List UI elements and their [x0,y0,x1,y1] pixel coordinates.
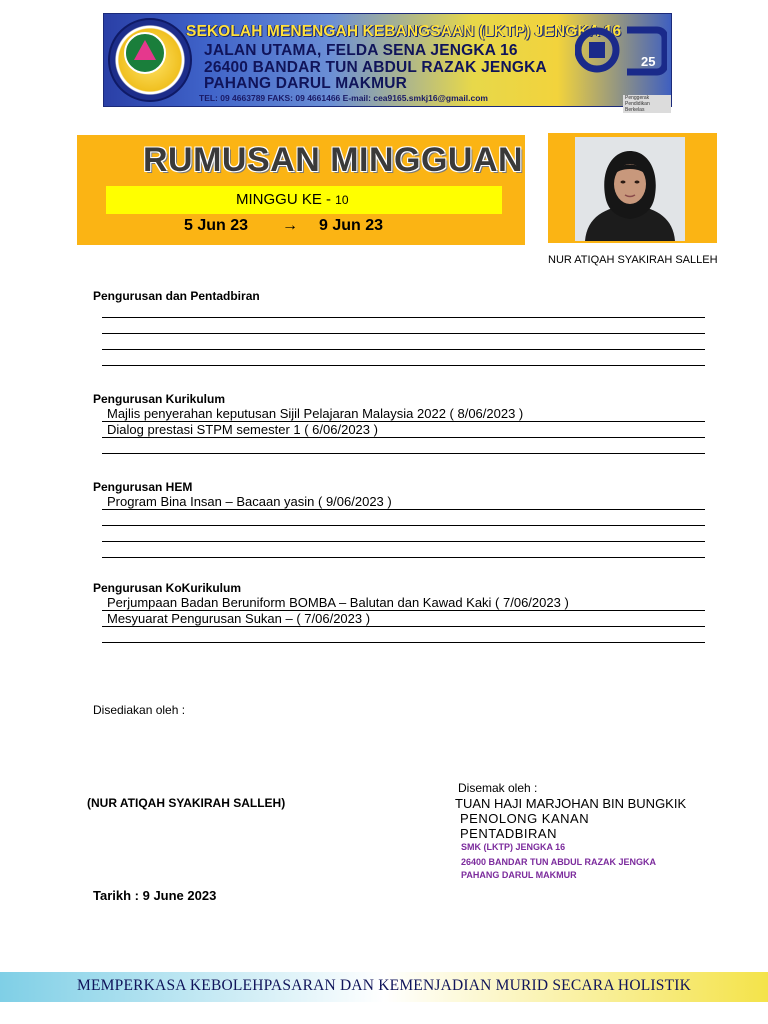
profile-photo [575,137,685,241]
checked-by-name: TUAN HAJI MARJOHAN BIN BUNGKIK [455,796,687,811]
school-contact: TEL: 09 4663789 FAKS: 09 4661466 E-mail: cea9165.smkj16@gmail.com [199,93,488,103]
prepared-by-name: (NUR ATIQAH SYAKIRAH SALLEH) [87,796,286,810]
list-item: Majlis penyerahan keputusan Sijil Pelajaran Malaysia 2022 ( 8/06/2023 ) [107,406,524,421]
list-item: Program Bina Insan – Bacaan yasin ( 9/06/2023 ) [107,494,392,509]
school-name: SEKOLAH MENENGAH KEBANGSAAN (LKTP) JENGKA 16 [186,23,622,40]
ruled-line [102,626,705,627]
school-address-line3: PAHANG DARUL MAKMUR [204,75,407,92]
list-item: Mesyuarat Pengurusan Sukan – ( 7/06/2023 ) [107,611,371,626]
stamp-school-address: 26400 BANDAR TUN ABDUL RAZAK JENGKA [461,857,657,867]
arrow-right-icon: → [282,217,298,234]
title-box [77,135,525,245]
ruled-line [102,557,705,558]
ruled-line [102,317,705,318]
date-end: 9 Jun 23 [319,217,384,234]
ruled-line [102,453,705,454]
logo-number: 25 [641,54,656,69]
week-label-text: MINGGU KE - [236,191,336,208]
school-address-line1: JALAN UTAMA, FELDA SENA JENGKA 16 [204,42,518,59]
ruled-line [102,333,705,334]
checked-by-position-line1: PENOLONG KANAN [460,811,590,826]
prepared-by-label: Disediakan oleh : [93,703,186,717]
ruled-line [102,349,705,350]
person-portrait-icon [575,137,685,241]
page-title: RUMUSAN MINGGUAN [143,141,524,179]
checked-by-label: Disemak oleh : [458,781,538,795]
crest-triangle [134,40,156,60]
ruled-line [102,365,705,366]
section-title-kurikulum: Pengurusan Kurikulum [93,392,226,406]
profile-name: NUR ATIQAH SYAKIRAH SALLEH [548,254,718,266]
section-title-kokurikulum: Pengurusan KoKurikulum [93,581,242,595]
ruled-line [102,541,705,542]
ruled-line [102,437,705,438]
ruled-line [102,509,705,510]
stamp-school-name: SMK (LKTP) JENGKA 16 [461,842,566,852]
school-address-line2: 26400 BANDAR TUN ABDUL RAZAK JENGKA [204,59,547,76]
list-item: Perjumpaan Badan Beruniform BOMBA – Balutan dan Kawad Kaki ( 7/06/2023 ) [107,595,569,610]
list-item: Dialog prestasi STPM semester 1 ( 6/06/2023 ) [107,422,378,437]
checked-by-position-line2: PENTADBIRAN [460,826,557,841]
logo-tagline: Penggerak Pendidikan Berkelas [623,95,671,113]
anniversary-25-logo [575,20,667,82]
week-number: 10 [335,193,349,207]
section-title-pentadbiran: Pengurusan dan Pentadbiran [93,289,260,303]
footer-banner [0,972,768,1002]
date-start: 5 Jun 23 [184,217,249,234]
week-label [236,191,349,208]
school-header-banner [103,13,672,113]
section-title-hem: Pengurusan HEM [93,480,193,494]
photo-frame [548,133,717,243]
document-date: Tarikh : 9 June 2023 [93,888,217,903]
ruled-line [102,525,705,526]
ruled-line [102,642,705,643]
week-bar [106,186,502,214]
footer-motto: MEMPERKASA KEBOLEHPASARAN DAN KEMENJADIAN MURID SECARA HOLISTIK [77,977,691,994]
stamp-school-state: PAHANG DARUL MAKMUR [461,870,577,880]
